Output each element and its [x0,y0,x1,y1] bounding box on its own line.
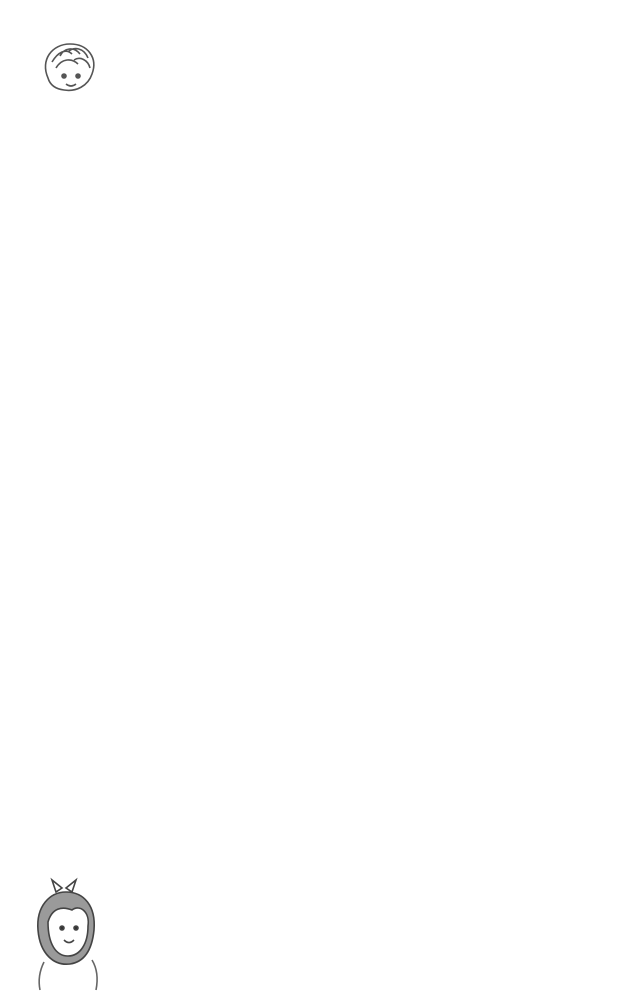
doodle-girl-bottom-icon [38,880,97,990]
doodle-head-top-icon [45,44,93,90]
